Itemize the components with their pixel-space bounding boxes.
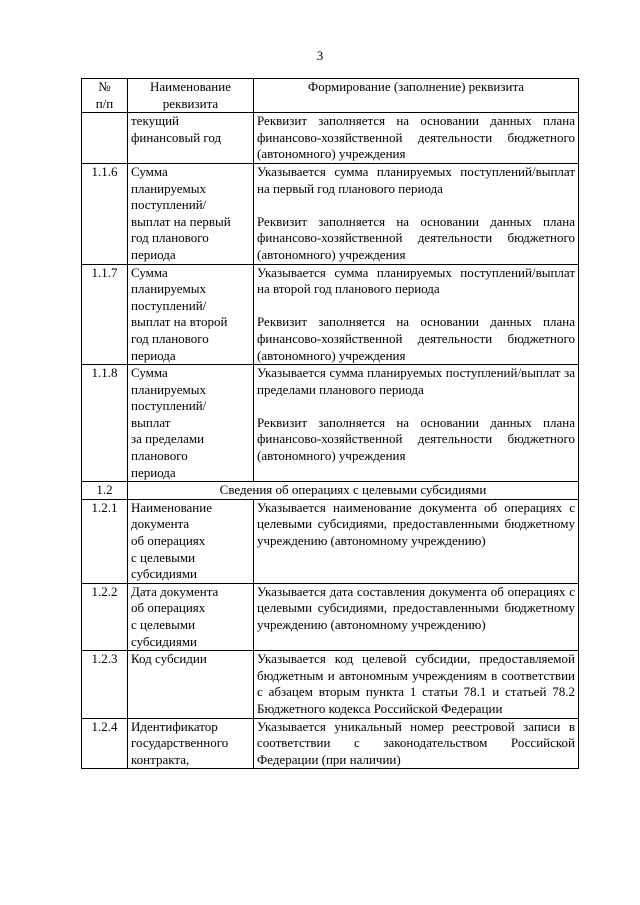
header-name-line: реквизита xyxy=(162,95,219,111)
requisite-name-line: периода xyxy=(131,246,176,262)
section-row xyxy=(82,482,579,500)
section-number: 1.2 xyxy=(82,482,128,500)
requisite-description xyxy=(254,365,579,482)
requisite-name-line: документа xyxy=(131,516,190,532)
row-number: 1.1.7 xyxy=(82,264,128,365)
description-paragraph: Реквизит заполняется на основании данных плана финансово-хозяйственной деятельности бюджетного (автономного) учреждения xyxy=(257,113,575,162)
description-paragraph: Указывается сумма планируемых поступлений/выплат на второй год планового периода xyxy=(257,264,575,297)
requisite-name-line: выплат на второй xyxy=(131,314,228,330)
description-paragraph: Указывается дата составления документа об операциях с целевыми субсидиями, предоставленными бюджетному учреждению (автономному учреждению) xyxy=(257,583,575,632)
header-name-line: Наименование xyxy=(150,79,231,94)
header-number-line: п/п xyxy=(95,95,114,111)
table-row xyxy=(82,163,579,264)
requisites-table xyxy=(81,78,579,769)
table-row xyxy=(82,264,579,365)
requisite-description xyxy=(254,499,579,583)
section-title: Сведения об операциях с целевыми субсидиями xyxy=(128,482,579,500)
table-row xyxy=(82,583,579,650)
requisite-name-line: субсидиями xyxy=(131,566,198,582)
requisite-name-line: за пределами xyxy=(131,431,205,447)
header-number-line: № xyxy=(98,79,111,94)
requisite-description xyxy=(254,718,579,769)
description-paragraph: Указывается наименование документа об операциях с целевыми субсидиями, предоставленными бюджетному учреждению (автономному учреждению) xyxy=(257,499,575,549)
requisite-name-line: год планового xyxy=(131,230,209,246)
requisite-name-line: планируемых xyxy=(131,381,207,397)
requisite-name-line: Идентификатор xyxy=(131,718,218,734)
requisite-name-line: поступлений/ xyxy=(131,197,207,213)
requisite-name-line: Дата документа xyxy=(131,583,219,599)
row-number: 1.2.2 xyxy=(82,583,128,650)
table-row xyxy=(82,718,579,769)
requisite-name-line: Наименование xyxy=(131,499,212,515)
requisite-name-line: планового xyxy=(131,448,188,464)
header-requisite-formation: Формирование (заполнение) реквизита xyxy=(254,79,579,113)
requisite-name xyxy=(128,113,254,164)
requisite-name-line: об операциях xyxy=(131,533,206,549)
requisite-name-line: Сумма xyxy=(131,365,168,381)
table-row xyxy=(82,651,579,718)
row-number xyxy=(82,113,128,164)
requisite-description xyxy=(254,264,579,365)
description-paragraph: Реквизит заполняется на основании данных плана финансово-хозяйственной деятельности бюджетного (автономного) учреждения xyxy=(257,213,575,262)
requisite-name-line: контракта, xyxy=(131,751,190,767)
row-number: 1.1.6 xyxy=(82,163,128,264)
requisite-name-line: с целевыми xyxy=(131,549,196,565)
requisite-name xyxy=(128,264,254,365)
table-body-part-1 xyxy=(82,113,579,482)
description-paragraph: Реквизит заполняется на основании данных плана финансово-хозяйственной деятельности бюджетного (автономного) учреждения xyxy=(257,414,575,464)
requisite-name-line: поступлений/ xyxy=(131,398,207,414)
description-paragraph: Указывается уникальный номер реестровой записи в соответствии с законодательством Российской Федерации (при наличии) xyxy=(257,718,575,767)
description-paragraph: Реквизит заполняется на основании данных плана финансово-хозяйственной деятельности бюджетного (автономного) учреждения xyxy=(257,314,575,363)
requisite-name-line: планируемых xyxy=(131,180,207,196)
requisite-description xyxy=(254,113,579,164)
description-paragraph: Указывается сумма планируемых поступлений/выплат на первый год планового периода xyxy=(257,163,575,196)
requisite-name-line: планируемых xyxy=(131,281,207,297)
requisite-description xyxy=(254,583,579,650)
row-number: 1.2.1 xyxy=(82,499,128,583)
requisite-name-line: государственного xyxy=(131,735,229,751)
requisite-name-line: Сумма xyxy=(131,264,168,280)
requisite-name-line: финансовый год xyxy=(131,129,222,145)
table-row xyxy=(82,499,579,583)
requisite-description xyxy=(254,163,579,264)
requisite-name-line: субсидиями xyxy=(131,633,198,649)
description-paragraph: Указывается код целевой субсидии, предоставляемой бюджетным и автономным учреждениям в соответствии с абзацем вторым пункта 1 статьи 78.1 и статьей 78.2 Бюджетного кодекса Российской Федерации xyxy=(257,651,575,716)
table-row xyxy=(82,365,579,482)
requisite-name-line: периода xyxy=(131,464,176,480)
requisite-name xyxy=(128,583,254,650)
table-header-row xyxy=(82,79,579,113)
description-paragraph: Указывается сумма планируемых поступлений/выплат за пределами планового периода xyxy=(257,365,575,397)
requisite-name-line: поступлений/ xyxy=(131,297,207,313)
row-number: 1.2.3 xyxy=(82,651,128,718)
section-body xyxy=(82,482,579,500)
requisite-name-line: об операциях xyxy=(131,600,206,616)
header-requisite-name xyxy=(128,79,254,113)
header-number xyxy=(82,79,128,113)
requisite-name-line: выплат xyxy=(131,414,171,430)
table-row xyxy=(82,113,579,164)
requisite-description xyxy=(254,651,579,718)
requisite-name xyxy=(128,651,254,718)
requisite-name xyxy=(128,718,254,769)
page-number: 3 xyxy=(316,48,324,63)
row-number: 1.1.8 xyxy=(82,365,128,482)
requisite-name-line: периода xyxy=(131,347,176,363)
requisite-name xyxy=(128,365,254,482)
requisite-name-line: Код субсидии xyxy=(131,651,207,667)
requisite-name xyxy=(128,499,254,583)
requisite-name-line: с целевыми xyxy=(131,617,196,632)
requisite-name-line: выплат на первый xyxy=(131,213,231,229)
requisite-name-line: год планового xyxy=(131,330,209,346)
requisite-name-line: Сумма xyxy=(131,163,168,179)
row-number: 1.2.4 xyxy=(82,718,128,769)
requisite-name xyxy=(128,163,254,264)
table-body-part-2 xyxy=(82,499,579,769)
requisite-name-line: текущий xyxy=(131,113,180,129)
